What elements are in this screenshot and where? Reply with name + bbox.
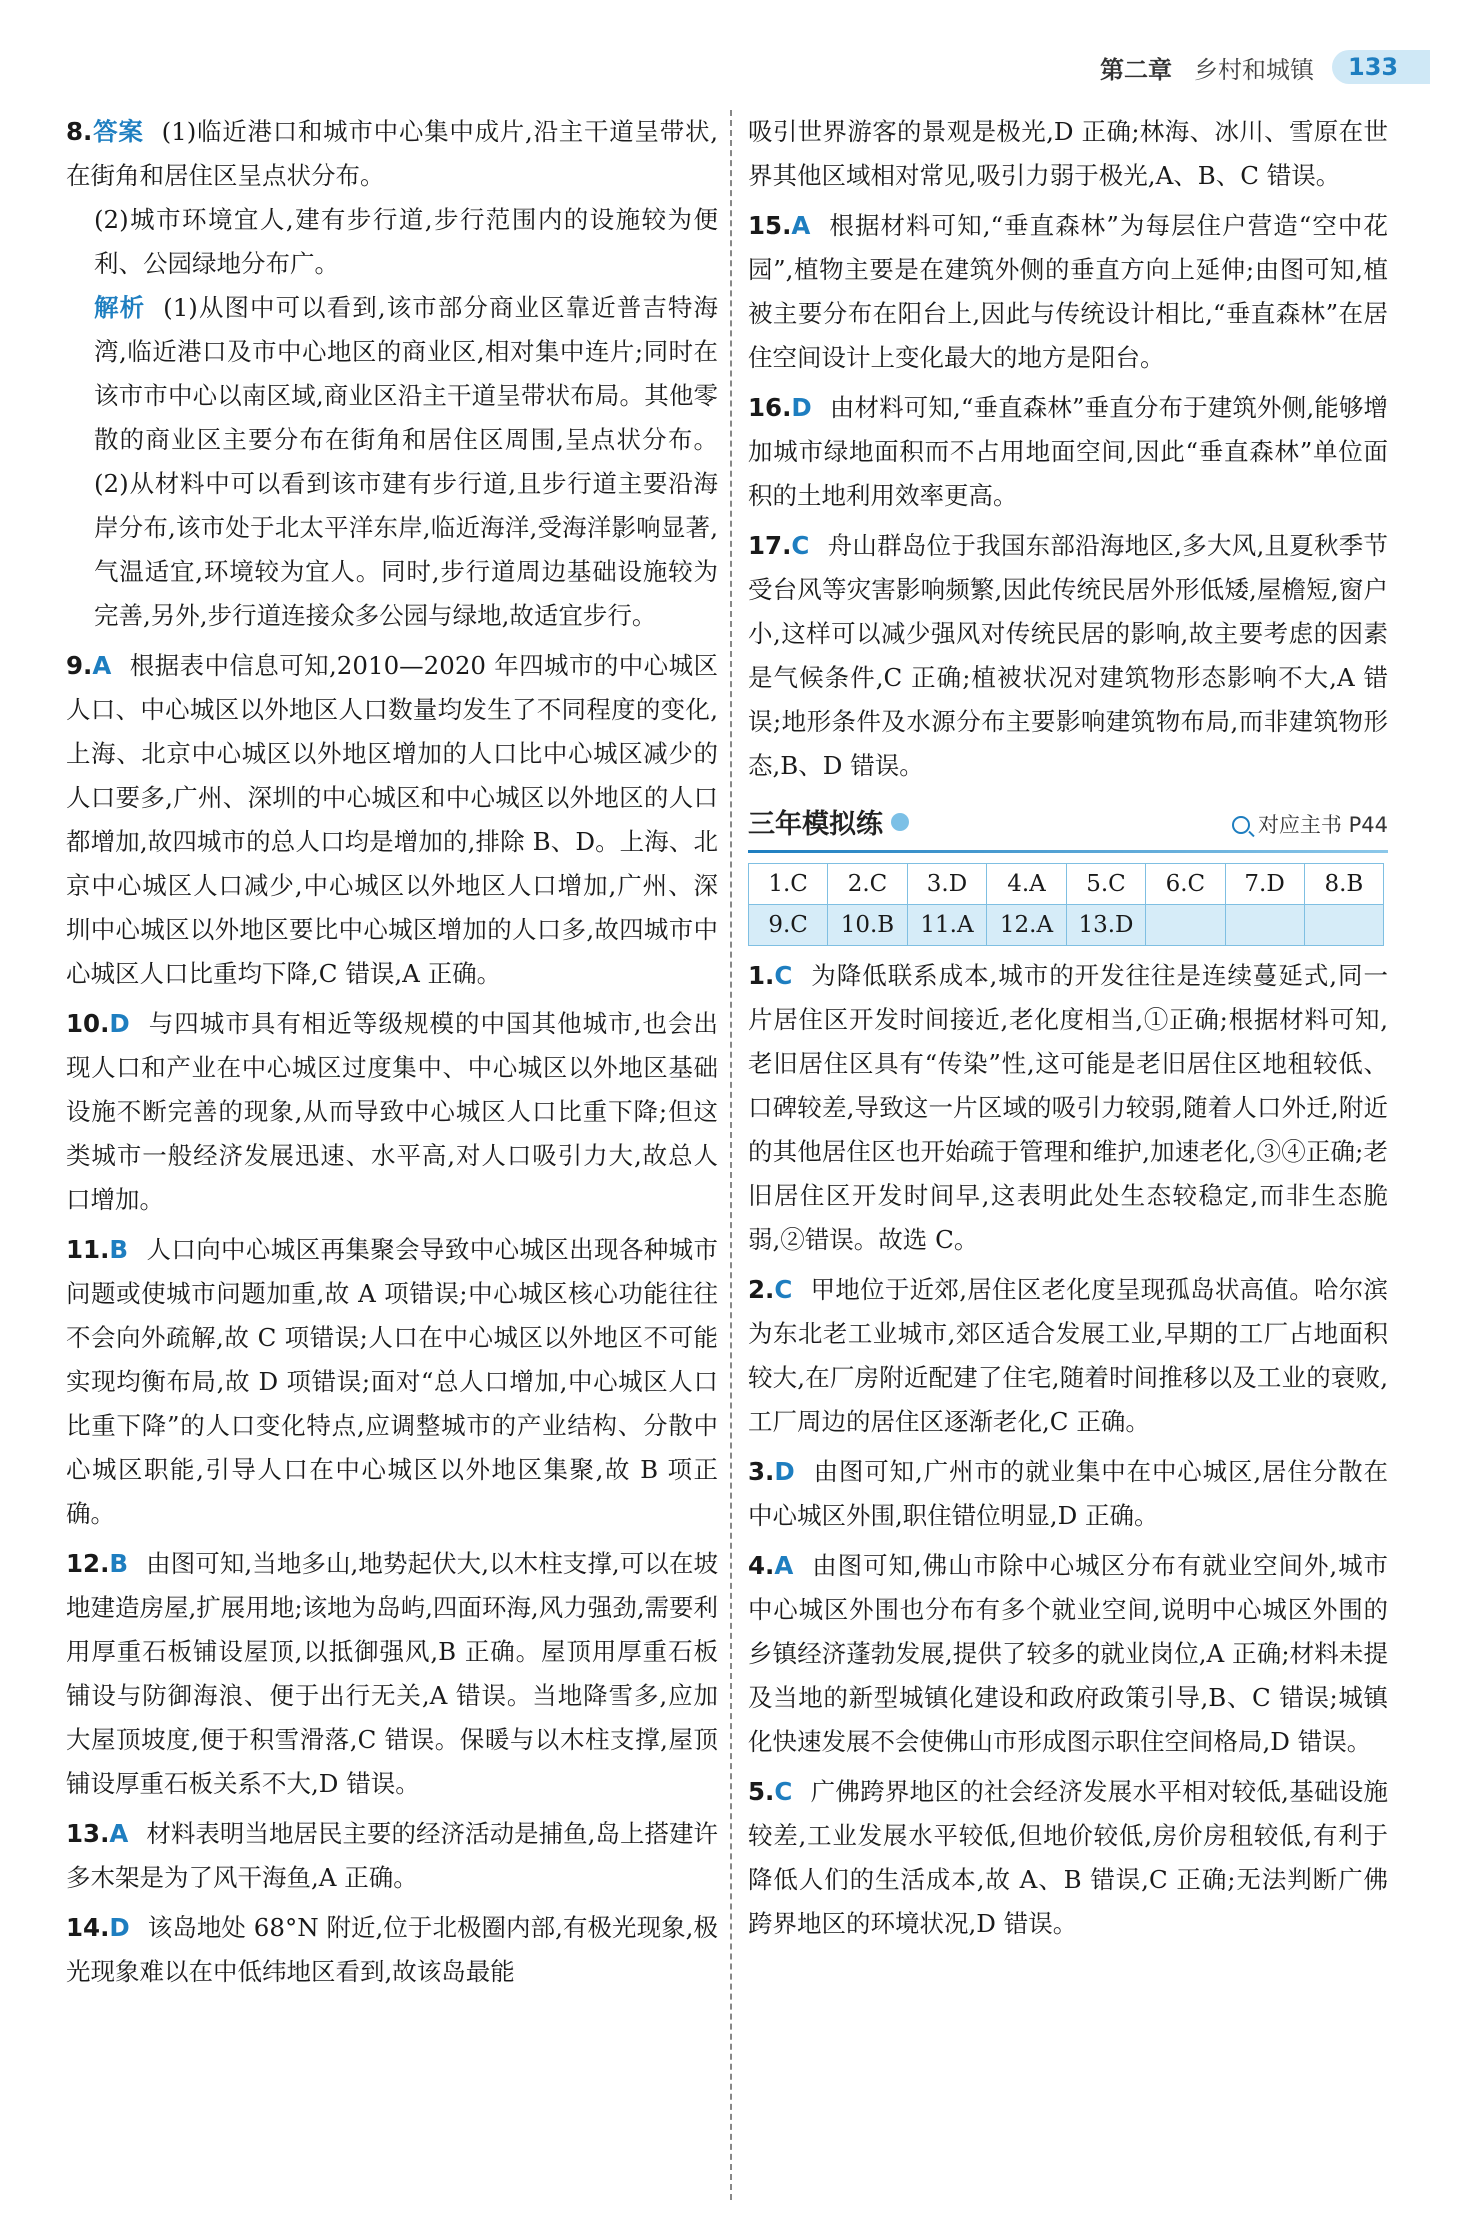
- answer-cell: 12.A: [987, 905, 1067, 946]
- q10-block: [66, 1002, 718, 1222]
- answer-cell: 9.C: [749, 905, 828, 946]
- q12-text: 由图可知,当地多山,地势起伏大,以木柱支撑,可以在坡地建造房屋,扩展用地;该地为岛屿,四面环海,风力强劲,需要利用厚重石板铺设屋顶,以抵御强风,B 正确。屋顶用厚重石板铺设与防御海浪、便于出行无关,A 错误。当地降雪多,应加大屋顶坡度,便于积雪滑落,C 错误。保暖与以木柱支撑,屋顶铺设厚重石板关系不大,D 错误。: [66, 1549, 718, 1798]
- q13-key: A: [109, 1819, 129, 1848]
- q8-answer-2: (2)城市环境宜人,建有步行道,步行范围内的设施较为便利、公园绿地分布广。: [94, 205, 718, 278]
- a1-key: C: [774, 961, 793, 990]
- section-title: 三年模拟练: [748, 803, 909, 847]
- answer-cell: 6.C: [1146, 864, 1225, 905]
- answer-cell: [1304, 905, 1383, 946]
- a5-number: 5.: [748, 1777, 775, 1806]
- answer-cell: 3.D: [907, 864, 987, 905]
- q10-key: D: [109, 1009, 130, 1038]
- q14-text: 该岛地处 68°N 附近,位于北极圈内部,有极光现象,极光现象难以在中低纬地区看到,故该岛最能: [66, 1913, 718, 1986]
- a2-block: [748, 1268, 1388, 1444]
- answer-cell: 4.A: [987, 864, 1067, 905]
- q9-number: 9.: [66, 651, 93, 680]
- q8-analysis-label: 解析: [94, 293, 146, 322]
- q10-text: 与四城市具有相近等级规模的中国其他城市,也会出现人口和产业在中心城区过度集中、中心城区以外地区基础设施不断完善的现象,从而导致中心城区人口比重下降;但这类城市一般经济发展迅速、水平高,对人口吸引力大,故总人口增加。: [66, 1009, 718, 1214]
- q12-block: [66, 1542, 718, 1806]
- column-divider: [730, 110, 732, 2200]
- a1-number: 1.: [748, 961, 775, 990]
- q11-text: 人口向中心城区再集聚会导致中心城区出现各种城市问题或使城市问题加重,故 A 项错误;中心城区核心功能往往不会向外疏解,故 C 项错误;人口在中心城区以外地区不可能实现均衡布局,故 D 项错误;面对“总人口增加,中心城区人口比重下降”的人口变化特点,应调整城市的产业结构、分散中心城区职能,引导人口在中心城区以外地区集聚,故 B 项正确。: [66, 1235, 718, 1528]
- answer-cell: 8.B: [1304, 864, 1383, 905]
- q12-number: 12.: [66, 1549, 110, 1578]
- q16-text: 由材料可知,“垂直森林”垂直分布于建筑外侧,能够增加城市绿地面积而不占用地面空间,因此“垂直森林”单位面积的土地利用效率更高。: [748, 393, 1388, 510]
- search-icon: [1232, 816, 1250, 834]
- a5-block: [748, 1770, 1388, 1946]
- answer-cell: 2.C: [828, 864, 908, 905]
- q15-number: 15.: [748, 211, 792, 240]
- q13-number: 13.: [66, 1819, 110, 1848]
- left-column: [66, 110, 718, 1994]
- answer-cell: 11.A: [907, 905, 987, 946]
- q17-text: 舟山群岛位于我国东部沿海地区,多大风,且夏秋季节受台风等灾害影响频繁,因此传统民居外形低矮,屋檐短,窗户小,这样可以减少强风对传统民居的影响,故主要考虑的因素是气候条件,C 正确;植被状况对建筑物形态影响不大,A 错误;地形条件及水源分布主要影响建筑物布局,而非建筑物形态,B、D 错误。: [748, 531, 1388, 780]
- right-column: [748, 110, 1388, 1946]
- answer-cell: [1146, 905, 1225, 946]
- answer-cell: 10.B: [828, 905, 908, 946]
- answer-cell: 7.D: [1225, 864, 1304, 905]
- a3-text: 由图可知,广州市的就业集中在中心城区,居住分散在中心城区外围,职住错位明显,D 正确。: [748, 1457, 1388, 1530]
- q14-continued: 吸引世界游客的景观是极光,D 正确;林海、冰川、雪原在世界其他区域相对常见,吸引力弱于极光,A、B、C 错误。: [748, 117, 1388, 190]
- answer-row: [749, 905, 1384, 946]
- q17-block: [748, 524, 1388, 788]
- a4-key: A: [774, 1551, 794, 1580]
- q14-key: D: [109, 1913, 130, 1942]
- q16-number: 16.: [748, 393, 792, 422]
- q8-answer-label: 答案: [92, 117, 144, 146]
- a2-key: C: [774, 1275, 793, 1304]
- q8-block: [66, 110, 718, 638]
- section-ref-text: 对应主书 P44: [1257, 813, 1388, 837]
- q17-number: 17.: [748, 531, 792, 560]
- q16-key: D: [791, 393, 812, 422]
- q15-block: [748, 204, 1388, 380]
- a3-number: 3.: [748, 1457, 775, 1486]
- chapter-label: 第二章: [1100, 55, 1172, 84]
- q8-answer-1: (1)临近港口和城市中心集中成片,沿主干道呈带状,在街角和居住区呈点状分布。: [66, 117, 718, 190]
- answer-row: [749, 864, 1384, 905]
- q13-block: [66, 1812, 718, 1900]
- q16-block: [748, 386, 1388, 518]
- answer-cell: 5.C: [1066, 864, 1146, 905]
- page-number: 133: [1332, 50, 1430, 84]
- a3-key: D: [774, 1457, 795, 1486]
- page-header: [1100, 50, 1430, 84]
- q11-block: [66, 1228, 718, 1536]
- q14-number: 14.: [66, 1913, 110, 1942]
- section-header: [748, 802, 1388, 848]
- q17-key: C: [791, 531, 810, 560]
- q15-text: 根据材料可知,“垂直森林”为每层住户营造“空中花园”,植物主要是在建筑外侧的垂直方向上延伸;由图可知,植被主要分布在阳台上,因此与传统设计相比,“垂直森林”在居住空间设计上变化最大的地方是阳台。: [748, 211, 1388, 372]
- q8-number: 8.: [66, 117, 93, 146]
- answer-cell: [1225, 905, 1304, 946]
- q12-key: B: [109, 1549, 129, 1578]
- a4-text: 由图可知,佛山市除中心城区分布有就业空间外,城市中心城区外围也分布有多个就业空间,说明中心城区外围的乡镇经济蓬勃发展,提供了较多的就业岗位,A 正确;材料未提及当地的新型城镇化建设和政府政策引导,B、C 错误;城镇化快速发展不会使佛山市形成图示职住空间格局,D 错误。: [748, 1551, 1388, 1756]
- section-rule: [748, 850, 1388, 853]
- q11-key: B: [109, 1235, 129, 1264]
- a4-block: [748, 1544, 1388, 1764]
- q8-analysis: (1)从图中可以看到,该市部分商业区靠近普吉特海湾,临近港口及市中心地区的商业区,相对集中连片;同时在该市市中心以南区域,商业区沿主干道呈带状布局。其他零散的商业区主要分布在街角和居住区周围,呈点状分布。(2)从材料中可以看到该市建有步行道,且步行道主要沿海岸分布,该市处于北太平洋东岸,临近海洋,受海洋影响显著,气温适宜,环境较为宜人。同时,步行道周边基础设施较为完善,另外,步行道连接众多公园与绿地,故适宜步行。: [94, 293, 719, 630]
- a5-text: 广佛跨界地区的社会经济发展水平相对较低,基础设施较差,工业发展水平较低,但地价较低,房价房租较低,有利于降低人们的生活成本,故 A、B 错误,C 正确;无法判断广佛跨界地区的环境状况,D 错误。: [748, 1777, 1388, 1938]
- q13-text: 材料表明当地居民主要的经济活动是捕鱼,岛上搭建许多木架是为了风干海鱼,A 正确。: [66, 1819, 718, 1892]
- q14-block: [66, 1906, 718, 1994]
- q15-key: A: [791, 211, 811, 240]
- chapter-title: 乡村和城镇: [1194, 55, 1314, 84]
- answer-cell: 13.D: [1066, 905, 1146, 946]
- a3-block: [748, 1450, 1388, 1538]
- a1-block: [748, 954, 1388, 1262]
- a2-text: 甲地位于近郊,居住区老化度呈现孤岛状高值。哈尔滨为东北老工业城市,郊区适合发展工业,早期的工厂占地面积较大,在厂房附近配建了住宅,随着时间推移以及工业的衰败,工厂周边的居住区逐渐老化,C 正确。: [748, 1275, 1388, 1436]
- q10-number: 10.: [66, 1009, 110, 1038]
- a4-number: 4.: [748, 1551, 775, 1580]
- a1-text: 为降低联系成本,城市的开发往往是连续蔓延式,同一片居住区开发时间接近,老化度相当,①正确;根据材料可知,老旧居住区具有“传染”性,这可能是老旧居住区地租较低、口碑较差,导致这一片区域的吸引力较弱,随着人口外迁,附近的其他居住区也开始疏于管理和维护,加速老化,③④正确;老旧居住区开发时间早,这表明此处生态较稳定,而非生态脆弱,②错误。故选 C。: [748, 961, 1388, 1254]
- a5-key: C: [774, 1777, 793, 1806]
- section-reference: [1232, 803, 1388, 847]
- q11-number: 11.: [66, 1235, 110, 1264]
- a2-number: 2.: [748, 1275, 775, 1304]
- q9-key: A: [92, 651, 112, 680]
- answer-table: [748, 863, 1384, 946]
- q9-text: 根据表中信息可知,2010—2020 年四城市的中心城区人口、中心城区以外地区人口数量均发生了不同程度的变化,上海、北京中心城区以外地区增加的人口比中心城区减少的人口要多,广州、深圳的中心城区和中心城区以外地区的人口都增加,故四城市的总人口均是增加的,排除 B、D。上海、北京中心城区人口减少,中心城区以外地区人口增加,广州、深圳中心城区以外地区要比中心城区增加的人口多,故四城市中心城区人口比重均下降,C 错误,A 正确。: [66, 651, 718, 988]
- answer-cell: 1.C: [749, 864, 828, 905]
- q9-block: [66, 644, 718, 996]
